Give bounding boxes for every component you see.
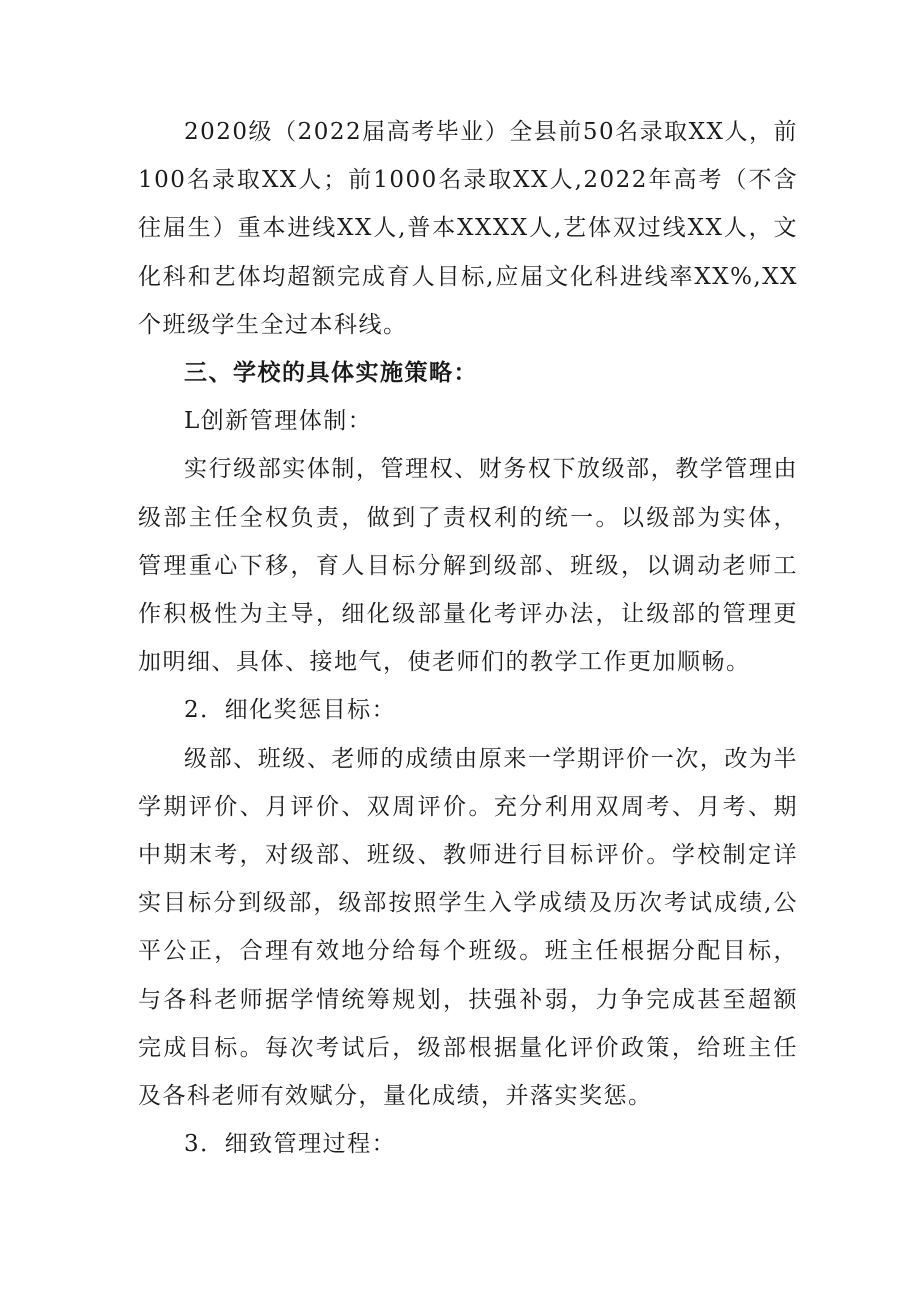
- subheading-management-process: 3．细致管理过程：: [184, 1131, 397, 1158]
- document-body: [138, 108, 798, 1168]
- section-heading-strategies: 三、学校的具体实施策略：: [184, 360, 478, 387]
- paragraph-management-system: 实行级部实体制，管理权、财务权下放级部，教学管理由级部主任全权负责，做到了责权利的统一。以级部为实体，管理重心下移，育人目标分解到级部、班级，以调动老师工作积极性为主导，细化级部量化考评办法，让级部的管理更加明细、具体、接地气，使老师们的教学工作更加顺畅。: [138, 456, 798, 676]
- subheading-management-system: L创新管理体制：: [184, 408, 373, 435]
- paragraph-reward-targets: 级部、班级、老师的成绩由原来一学期评价一次，改为半学期评价、月评价、双周评价。充分利用双周考、月考、期中期末考，对级部、班级、教师进行目标评价。学校制定详实目标分到级部，级部按照学生入学成绩及历次考试成绩,公平公正，合理有效地分给每个班级。班主任根据分配目标，与各科老师据学情统筹规划，扶强补弱，力争完成甚至超额完成目标。每次考试后，级部根据量化评价政策，给班主任及各科老师有效赋分，量化成绩，并落实奖惩。: [138, 745, 798, 1110]
- subheading-reward-targets: 2．细化奖惩目标：: [184, 697, 397, 724]
- paragraph-admission-results: 2020级（2022届高考毕业）全县前50名录取XX人，前100名录取XX人；前1000名录取XX人,2022年高考（不含往届生）重本进线XX人,普本XXXX人,艺体双过线XX人，文化科和艺体均超额完成育人目标,应届文化科进线率XX%,XX个班级学生全过本科线。: [138, 119, 798, 338]
